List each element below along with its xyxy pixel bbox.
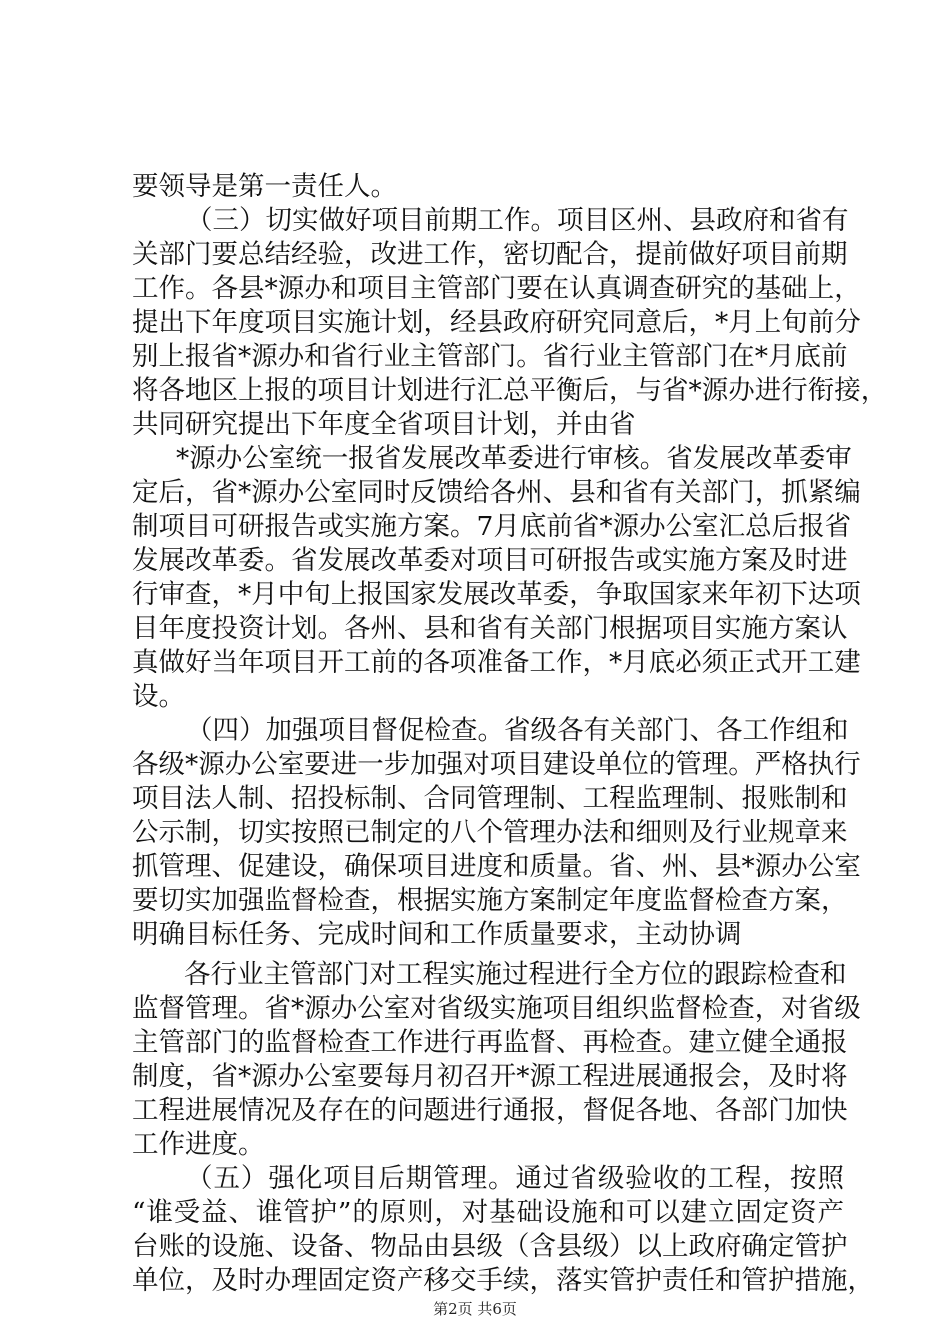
text-line-6: 别上报省*源办和省行业主管部门。省行业主管部门在*月底前 [132, 341, 848, 372]
text-line-7: 将各地区上报的项目计划进行汇总平衡后，与省*源办进行衔接， [132, 375, 888, 406]
text-line-16: 设。 [132, 681, 185, 712]
text-line-14: 目年度投资计划。各州、县和省有关部门根据项目实施方案认 [132, 613, 848, 644]
text-line-25: 监督管理。省*源办公室对省级实施项目组织监督检查，对省级 [132, 993, 861, 1024]
text-line-2: （三）切实做好项目前期工作。项目区州、县政府和省有 [186, 205, 849, 236]
text-line-20: 公示制，切实按照已制定的八个管理办法和细则及行业规章来 [132, 817, 848, 848]
text-line-5: 提出下年度项目实施计划，经县政府研究同意后，*月上旬前分 [132, 307, 861, 338]
text-line-9: *源办公室统一报省发展改革委进行审核。省发展改革委审 [176, 443, 852, 474]
text-line-11: 制项目可研报告或实施方案。7月底前省*源办公室汇总后报省 [132, 511, 852, 542]
text-line-24: 各行业主管部门对工程实施过程进行全方位的跟踪检查和 [184, 959, 847, 990]
text-line-8: 共同研究提出下年度全省项目计划，并由省 [132, 409, 636, 440]
text-line-23: 明确目标任务、完成时间和工作质量要求，主动协调 [132, 919, 742, 950]
text-line-17: （四）加强项目督促检查。省级各有关部门、各工作组和 [186, 715, 849, 746]
text-line-21: 抓管理、促建设，确保项目进度和质量。省、州、县*源办公室 [132, 851, 861, 882]
text-line-1: 要领导是第一责任人。 [132, 171, 397, 202]
text-line-10: 定后，省*源办公室同时反馈给各州、县和省有关部门，抓紧编 [132, 477, 861, 508]
text-line-33: 单位，及时办理固定资产移交手续，落实管护责任和管护措施， [132, 1265, 874, 1296]
text-line-18: 各级*源办公室要进一步加强对项目建设单位的管理。严格执行 [132, 749, 861, 780]
text-line-30: （五）强化项目后期管理。通过省级验收的工程，按照 [186, 1163, 844, 1194]
text-line-13: 行审查，*月中旬上报国家发展改革委，争取国家来年初下达项 [132, 579, 861, 610]
text-line-27: 制度，省*源办公室要每月初召开*源工程进展通报会，及时将 [132, 1061, 848, 1092]
text-line-26: 主管部门的监督检查工作进行再监督、再检查。建立健全通报 [132, 1027, 848, 1058]
text-line-4: 工作。各县*源办和项目主管部门要在认真调查研究的基础上， [132, 273, 861, 304]
text-line-31: “谁受益、谁管护”的原则，对基础设施和可以建立固定资产 [132, 1197, 844, 1228]
text-line-19: 项目法人制、招投标制、合同管理制、工程监理制、报账制和 [132, 783, 848, 814]
text-line-15: 真做好当年项目开工前的各项准备工作，*月底必须正式开工建 [132, 647, 861, 678]
text-line-3: 关部门要总结经验，改进工作，密切配合，提前做好项目前期 [132, 239, 848, 270]
page-number-footer: 第2页 共6页 [433, 1300, 517, 1318]
text-line-32: 台账的设施、设备、物品由县级（含县级）以上政府确定管护 [132, 1231, 848, 1262]
text-line-28: 工程进展情况及存在的问题进行通报，督促各地、各部门加快 [132, 1095, 848, 1126]
text-line-12: 发展改革委。省发展改革委对项目可研报告或实施方案及时进 [132, 545, 848, 576]
text-line-29: 工作进度。 [132, 1129, 265, 1160]
text-line-22: 要切实加强监督检查，根据实施方案制定年度监督检查方案， [132, 885, 848, 916]
